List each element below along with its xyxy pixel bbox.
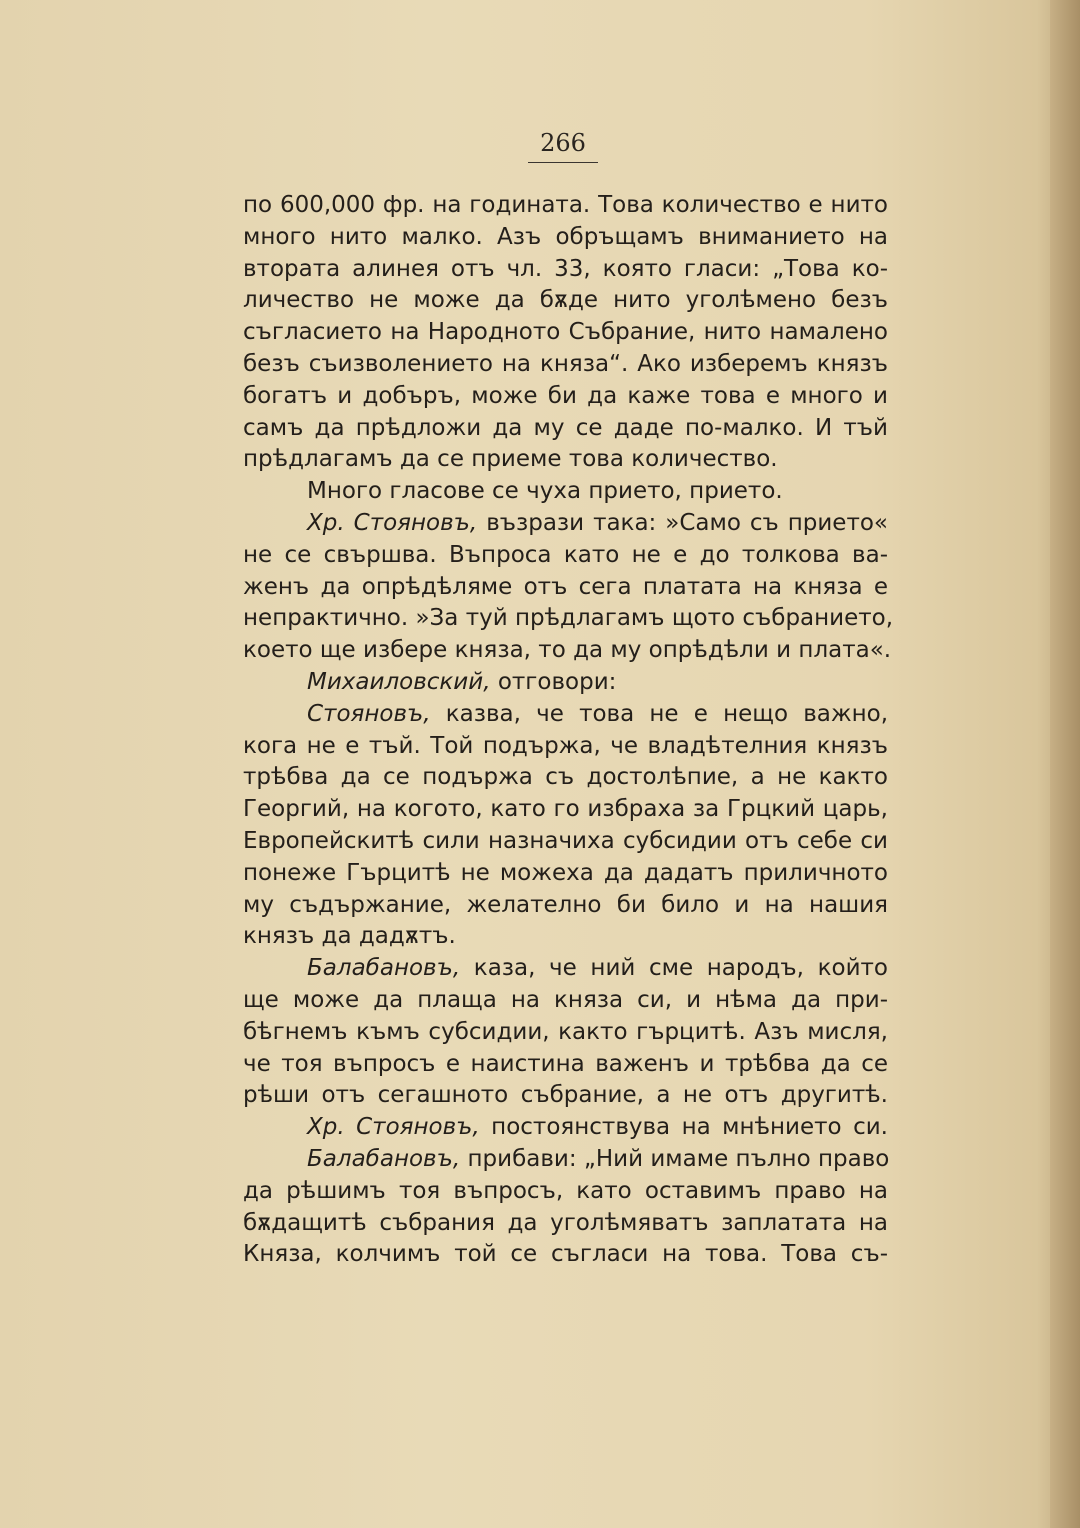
text-line: втората алинея отъ чл. 33, която гласи: „Това ко- xyxy=(243,255,888,282)
speaker-name: Балабановъ, xyxy=(307,1145,461,1172)
text-line: Хр. Стояновъ, възрази така: »Само съ прието« xyxy=(307,509,889,536)
text-line: Много гласове се чуха прието, прието. xyxy=(307,478,783,505)
page-number-rule xyxy=(528,162,598,163)
text-line: богатъ и добъръ, може би да каже това е много и xyxy=(243,382,888,409)
page-number: 266 xyxy=(540,129,586,157)
speaker-name: Балабановъ, xyxy=(307,955,461,982)
text-line: безъ съизволението на князa“. Ако изберемъ князъ xyxy=(243,350,888,377)
text-line: прѣдлагамъ да се приеме това количество. xyxy=(243,446,778,473)
text-line: ще може да плаща на князa си, и нѣма да при- xyxy=(243,986,888,1013)
text-line: по 600,000 фр. на годината. Това количество е нито xyxy=(243,192,888,218)
text-line: да рѣшимъ тоя въпросъ, като оставимъ право на xyxy=(243,1177,888,1204)
text-line: непрактично. »За туй прѣдлагамъ щото събранието, xyxy=(243,605,894,632)
text-line: съгласието на Народното Събрание, нито намалено xyxy=(243,319,888,346)
text-line: понеже Гърцитѣ не можеха да дадатъ приличното xyxy=(243,859,888,886)
text-line: личество не може да бѫде нито уголѣмено безъ xyxy=(243,287,888,314)
text-line: трѣбва да се подържа съ достолѣпие, а не както xyxy=(243,764,888,791)
text-line: Хр. Стояновъ, постоянствува на мнѣнието си. xyxy=(307,1114,888,1141)
text-line: му съдържание, желателно би било и на нашия xyxy=(243,891,888,918)
text-line: Европейскитѣ сили назначиха субсидии отъ себе си xyxy=(243,827,888,854)
text-line: Балабановъ, прибави: „Ний имаме пълно право xyxy=(307,1145,890,1172)
text-line: че тоя въпросъ е наистина важенъ и трѣбва да се xyxy=(243,1050,888,1077)
text-line: бѫдащитѣ събрания да уголѣмяватъ заплатата на xyxy=(243,1209,888,1236)
body-text xyxy=(243,190,894,1271)
speaker-name: Хр. Стояновъ, xyxy=(307,509,478,536)
text-line: бѣгнемъ къмъ субсидии, както гърцитѣ. Азъ мисля, xyxy=(243,1018,888,1045)
text-line: много нито малко. Азъ обръщамъ вниманието на xyxy=(243,223,888,250)
speaker-name: Михаиловский, xyxy=(307,668,491,695)
text-line: рѣши отъ сегашното събрание, а не отъ другитѣ. xyxy=(243,1082,888,1109)
text-line: Князa, колчимъ той се съгласи на това. Това съ- xyxy=(243,1241,888,1268)
book-spine-edge xyxy=(1050,0,1080,1528)
text-line: Стояновъ, казва, че това не е нещо важно, xyxy=(307,700,888,727)
speaker-name: Хр. Стояновъ, xyxy=(307,1114,480,1141)
text-line: князъ да дадѫтъ. xyxy=(243,923,456,950)
text-line: кога не е тъй. Той подържа, че владѣтелния князъ xyxy=(243,732,888,759)
text-line: Балабановъ, каза, че ний сме народъ, който xyxy=(307,955,888,982)
text-line: Михаиловский, отговори: xyxy=(307,668,617,695)
text-line: самъ да прѣдложи да му се даде по-малко. И тъй xyxy=(243,414,888,441)
text-line: не се свършва. Въпроса като не е до толкова ва- xyxy=(243,541,888,568)
text-line: което ще избере князa, то да му опрѣдѣли и платa«. xyxy=(243,637,892,664)
text-line: Георгий, на когото, като го избраха за Грцкий царь, xyxy=(243,796,888,823)
speaker-name: Стояновъ, xyxy=(307,700,431,727)
text-line: женъ да опрѣдѣляме отъ сега платата на князa е xyxy=(243,573,888,600)
